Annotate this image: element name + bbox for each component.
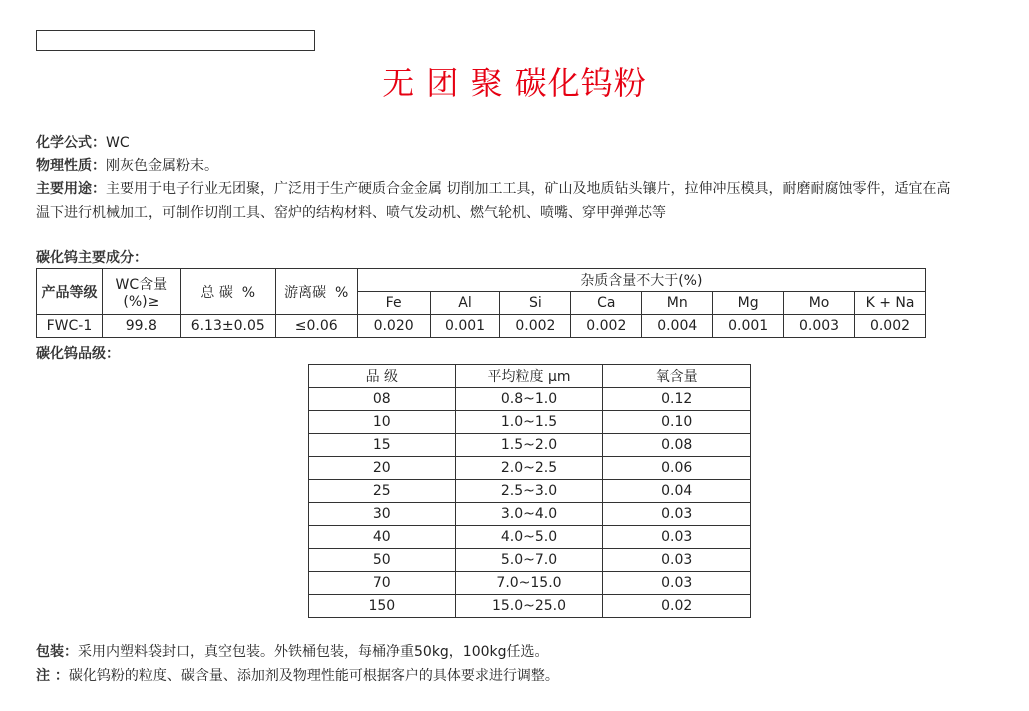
impurity-fe: Fe [357, 292, 430, 315]
grade-cell: 150 [309, 595, 456, 618]
row-mn: 0.004 [642, 315, 713, 338]
impurity-mg: Mg [713, 292, 784, 315]
table-row [309, 595, 751, 618]
table-row [309, 572, 751, 595]
row-si: 0.002 [500, 315, 571, 338]
oxygen-cell: 0.03 [603, 526, 751, 549]
grades-heading: 碳化钨品级： [36, 346, 120, 362]
page-title: 无 团 聚 碳化钨粉 [382, 64, 647, 102]
note-value: 碳化钨粉的粒度、碳含量、添加剂及物理性能可根据客户的具体要求进行调整。 [68, 668, 559, 684]
size-cell: 3.0~4.0 [455, 503, 603, 526]
row-fe: 0.020 [357, 315, 430, 338]
size-cell: 7.0~15.0 [455, 572, 603, 595]
property-label: 物理性质： [36, 158, 106, 174]
col-wc-line1: WC含量 [115, 276, 168, 293]
size-cell: 2.5~3.0 [455, 480, 603, 503]
row-mo: 0.003 [784, 315, 855, 338]
grade-cell: 40 [309, 526, 456, 549]
formula-value: WC [106, 135, 130, 151]
table-row [309, 549, 751, 572]
packaging-value: 采用内塑料袋封口，真空包装。外铁桶包装，每桶净重50kg，100kg任选。 [78, 644, 549, 660]
oxygen-cell: 0.04 [603, 480, 751, 503]
table-row [309, 434, 751, 457]
table-row [309, 388, 751, 411]
table-row [37, 315, 926, 338]
row-wc: 99.8 [102, 315, 180, 338]
impurity-ca: Ca [571, 292, 642, 315]
impurity-mn: Mn [642, 292, 713, 315]
row-mg: 0.001 [713, 315, 784, 338]
grade-header-size: 平均粒度 μm [455, 365, 603, 388]
col-wc-line2: (%)≥ [123, 293, 160, 310]
row-kna: 0.002 [855, 315, 926, 338]
table-row [309, 457, 751, 480]
col-wc-header [102, 269, 180, 315]
row-al: 0.001 [430, 315, 500, 338]
grade-cell: 20 [309, 457, 456, 480]
oxygen-cell: 0.10 [603, 411, 751, 434]
col-free-c-header: 游离碳 % [275, 269, 357, 315]
row-free-c: ≤0.06 [275, 315, 357, 338]
grade-header-grade: 品 级 [309, 365, 456, 388]
impurity-kna: K + Na [855, 292, 926, 315]
size-cell: 15.0~25.0 [455, 595, 603, 618]
table-row [309, 526, 751, 549]
use-label: 主要用途： [36, 181, 106, 197]
col-grade-header: 产品等级 [37, 269, 103, 315]
note-label: 注 ： [36, 668, 69, 684]
grade-cell: 25 [309, 480, 456, 503]
impurity-al: Al [430, 292, 500, 315]
size-cell: 0.8~1.0 [455, 388, 603, 411]
row-grade: FWC-1 [37, 315, 103, 338]
property-value: 刚灰色金属粉末。 [106, 158, 218, 174]
table-row [309, 480, 751, 503]
formula-line [36, 131, 996, 155]
oxygen-cell: 0.03 [603, 549, 751, 572]
grade-cell: 08 [309, 388, 456, 411]
composition-heading: 碳化钨主要成分： [36, 250, 148, 266]
col-total-c-header: 总 碳 % [180, 269, 275, 315]
impurity-si: Si [500, 292, 571, 315]
size-cell: 1.0~1.5 [455, 411, 603, 434]
grade-cell: 70 [309, 572, 456, 595]
grade-header-oxygen: 氧含量 [603, 365, 751, 388]
table-row [309, 503, 751, 526]
oxygen-cell: 0.08 [603, 434, 751, 457]
row-ca: 0.002 [571, 315, 642, 338]
oxygen-cell: 0.03 [603, 503, 751, 526]
grade-cell: 15 [309, 434, 456, 457]
impurity-mo: Mo [784, 292, 855, 315]
impurity-header: 杂质含量不大于(%) [357, 269, 925, 292]
table-row [309, 411, 751, 434]
size-cell: 1.5~2.0 [455, 434, 603, 457]
use-line [36, 177, 996, 201]
composition-table [36, 268, 926, 338]
size-cell: 5.0~7.0 [455, 549, 603, 572]
top-text-box [36, 30, 315, 51]
packaging-label: 包装： [36, 644, 78, 660]
grade-cell: 30 [309, 503, 456, 526]
use-line-2 [36, 201, 996, 225]
oxygen-cell: 0.06 [603, 457, 751, 480]
grade-cell: 50 [309, 549, 456, 572]
packaging-line [36, 640, 996, 664]
grades-table [308, 364, 751, 618]
grade-cell: 10 [309, 411, 456, 434]
size-cell: 4.0~5.0 [455, 526, 603, 549]
row-total-c: 6.13±0.05 [180, 315, 275, 338]
size-cell: 2.0~2.5 [455, 457, 603, 480]
note-line [36, 664, 996, 688]
oxygen-cell: 0.03 [603, 572, 751, 595]
oxygen-cell: 0.02 [603, 595, 751, 618]
property-line [36, 154, 996, 178]
use-value-line1: 主要用于电子行业无团聚，广泛用于生产硬质合金金属 切削加工工具，矿山及地质钻头镶片，拉伸冲压模具，耐磨耐腐蚀零件，适宜在高 [106, 181, 951, 197]
oxygen-cell: 0.12 [603, 388, 751, 411]
formula-label: 化学公式： [36, 135, 106, 151]
use-value-line2: 温下进行机械加工，可制作切削工具、窑炉的结构材料、喷气发动机、燃气轮机、喷嘴、穿甲弹弹芯等 [36, 205, 666, 221]
